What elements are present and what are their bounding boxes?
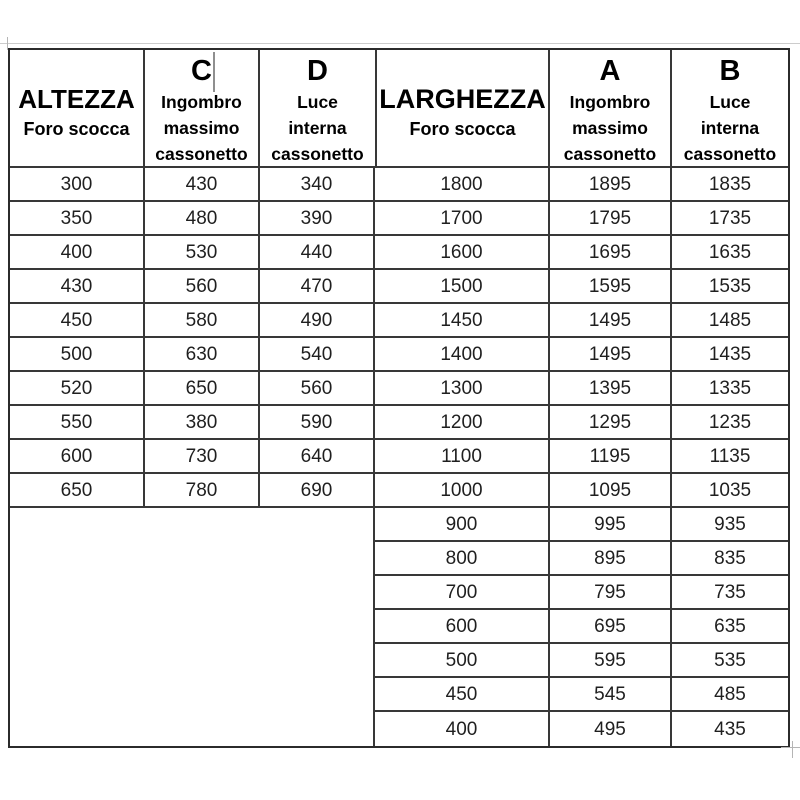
table-cell[interactable]: 400 bbox=[10, 236, 145, 270]
table-cell[interactable]: 350 bbox=[10, 202, 145, 236]
table-cell[interactable]: 540 bbox=[260, 338, 375, 372]
table-cell[interactable]: 1000 bbox=[375, 474, 550, 508]
table-resize-handle-icon[interactable] bbox=[781, 747, 800, 748]
empty-merged-cell[interactable] bbox=[10, 508, 375, 746]
table-cell[interactable]: 1035 bbox=[672, 474, 788, 508]
table-cell[interactable]: 485 bbox=[672, 678, 788, 712]
table-cell[interactable]: 450 bbox=[10, 304, 145, 338]
table-resize-handle-tick bbox=[792, 741, 793, 758]
table-cell[interactable]: 635 bbox=[672, 610, 788, 644]
table-cell[interactable]: 435 bbox=[672, 712, 788, 746]
table-cell[interactable]: 580 bbox=[145, 304, 260, 338]
table-cell[interactable]: 400 bbox=[375, 712, 550, 746]
table-cell[interactable]: 390 bbox=[260, 202, 375, 236]
table-cell[interactable]: 545 bbox=[550, 678, 672, 712]
table-cell[interactable]: 1335 bbox=[672, 372, 788, 406]
table-cell[interactable]: 1095 bbox=[550, 474, 672, 508]
table-cell[interactable]: 470 bbox=[260, 270, 375, 304]
table-cell[interactable]: 590 bbox=[260, 406, 375, 440]
table-cell[interactable]: 1800 bbox=[375, 168, 550, 202]
table-cell[interactable]: 480 bbox=[145, 202, 260, 236]
header-a-sub: Ingombro massimo cassonetto bbox=[563, 92, 657, 164]
header-altezza-subtitle: Foro scocca bbox=[23, 119, 130, 139]
table-cell[interactable]: 630 bbox=[145, 338, 260, 372]
table-cell[interactable]: 490 bbox=[260, 304, 375, 338]
header-altezza-title: ALTEZZA bbox=[18, 84, 135, 114]
table-cell[interactable]: 560 bbox=[145, 270, 260, 304]
table-cell[interactable]: 1135 bbox=[672, 440, 788, 474]
table-cell[interactable]: 1500 bbox=[375, 270, 550, 304]
table-cell[interactable]: 700 bbox=[375, 576, 550, 610]
table-cell[interactable]: 430 bbox=[10, 270, 145, 304]
table-cell[interactable]: 595 bbox=[550, 644, 672, 678]
table-cell[interactable]: 650 bbox=[145, 372, 260, 406]
table-cell[interactable]: 1450 bbox=[375, 304, 550, 338]
header-larghezza[interactable] bbox=[375, 50, 550, 168]
table-cell[interactable]: 995 bbox=[550, 508, 672, 542]
table-cell[interactable]: 1195 bbox=[550, 440, 672, 474]
table-cell[interactable]: 1300 bbox=[375, 372, 550, 406]
table-cell[interactable]: 695 bbox=[550, 610, 672, 644]
table-cell[interactable]: 1835 bbox=[672, 168, 788, 202]
table-cell[interactable]: 1595 bbox=[550, 270, 672, 304]
table-cell[interactable]: 900 bbox=[375, 508, 550, 542]
table-cell[interactable]: 1735 bbox=[672, 202, 788, 236]
header-larghezza-title: LARGHEZZA bbox=[379, 84, 546, 114]
table-cell[interactable]: 440 bbox=[260, 236, 375, 270]
header-c-sub: Ingombro massimo cassonetto bbox=[155, 92, 248, 164]
table-cell[interactable]: 1695 bbox=[550, 236, 672, 270]
header-altezza[interactable] bbox=[10, 50, 145, 168]
header-c-letter: C bbox=[191, 55, 212, 87]
table-cell[interactable]: 1400 bbox=[375, 338, 550, 372]
header-b[interactable] bbox=[672, 50, 788, 168]
table-cell[interactable]: 560 bbox=[260, 372, 375, 406]
table-cell[interactable]: 1700 bbox=[375, 202, 550, 236]
table-cell[interactable]: 690 bbox=[260, 474, 375, 508]
header-d-sub: Luce interna cassonetto bbox=[271, 92, 364, 164]
header-larghezza-subtitle: Foro scocca bbox=[409, 119, 516, 139]
table-cell[interactable]: 835 bbox=[672, 542, 788, 576]
table-cell[interactable]: 600 bbox=[10, 440, 145, 474]
table-cell[interactable]: 795 bbox=[550, 576, 672, 610]
table-cell[interactable]: 1635 bbox=[672, 236, 788, 270]
table-cell[interactable]: 1100 bbox=[375, 440, 550, 474]
table-cell[interactable]: 1495 bbox=[550, 304, 672, 338]
table-cell[interactable]: 650 bbox=[10, 474, 145, 508]
table-cell[interactable]: 1795 bbox=[550, 202, 672, 236]
table-cell[interactable]: 495 bbox=[550, 712, 672, 746]
page-boundary-line bbox=[0, 43, 800, 44]
header-d-letter: D bbox=[307, 55, 328, 87]
table-cell[interactable]: 500 bbox=[10, 338, 145, 372]
table-cell[interactable]: 1200 bbox=[375, 406, 550, 440]
table-cell[interactable]: 1485 bbox=[672, 304, 788, 338]
table-cell[interactable]: 730 bbox=[145, 440, 260, 474]
table-cell[interactable]: 550 bbox=[10, 406, 145, 440]
table-cell[interactable]: 1235 bbox=[672, 406, 788, 440]
header-d[interactable] bbox=[260, 50, 375, 168]
table-cell[interactable]: 1495 bbox=[550, 338, 672, 372]
table-cell[interactable]: 1395 bbox=[550, 372, 672, 406]
table-cell[interactable]: 535 bbox=[672, 644, 788, 678]
table-cell[interactable]: 500 bbox=[375, 644, 550, 678]
table-cell[interactable]: 640 bbox=[260, 440, 375, 474]
header-b-letter: B bbox=[719, 55, 741, 87]
table-cell[interactable]: 1600 bbox=[375, 236, 550, 270]
table-cell[interactable]: 935 bbox=[672, 508, 788, 542]
header-c[interactable] bbox=[145, 50, 260, 168]
header-a-letter: A bbox=[599, 55, 621, 87]
table-cell[interactable]: 780 bbox=[145, 474, 260, 508]
table-cell[interactable]: 1895 bbox=[550, 168, 672, 202]
table-cell[interactable]: 800 bbox=[375, 542, 550, 576]
table-cell[interactable]: 340 bbox=[260, 168, 375, 202]
table-cell[interactable]: 895 bbox=[550, 542, 672, 576]
header-a[interactable] bbox=[550, 50, 672, 168]
table-cell[interactable]: 450 bbox=[375, 678, 550, 712]
table-cell[interactable]: 1535 bbox=[672, 270, 788, 304]
text-cursor-caret bbox=[213, 52, 215, 92]
table-cell[interactable]: 380 bbox=[145, 406, 260, 440]
table-cell[interactable]: 735 bbox=[672, 576, 788, 610]
table-cell[interactable]: 430 bbox=[145, 168, 260, 202]
dimensions-table bbox=[8, 48, 790, 748]
table-cell[interactable]: 1435 bbox=[672, 338, 788, 372]
table-cell[interactable]: 530 bbox=[145, 236, 260, 270]
table-cell[interactable]: 300 bbox=[10, 168, 145, 202]
header-b-sub: Luce interna cassonetto bbox=[683, 92, 777, 164]
table-cell[interactable]: 1295 bbox=[550, 406, 672, 440]
table-cell[interactable]: 520 bbox=[10, 372, 145, 406]
table-cell[interactable]: 600 bbox=[375, 610, 550, 644]
